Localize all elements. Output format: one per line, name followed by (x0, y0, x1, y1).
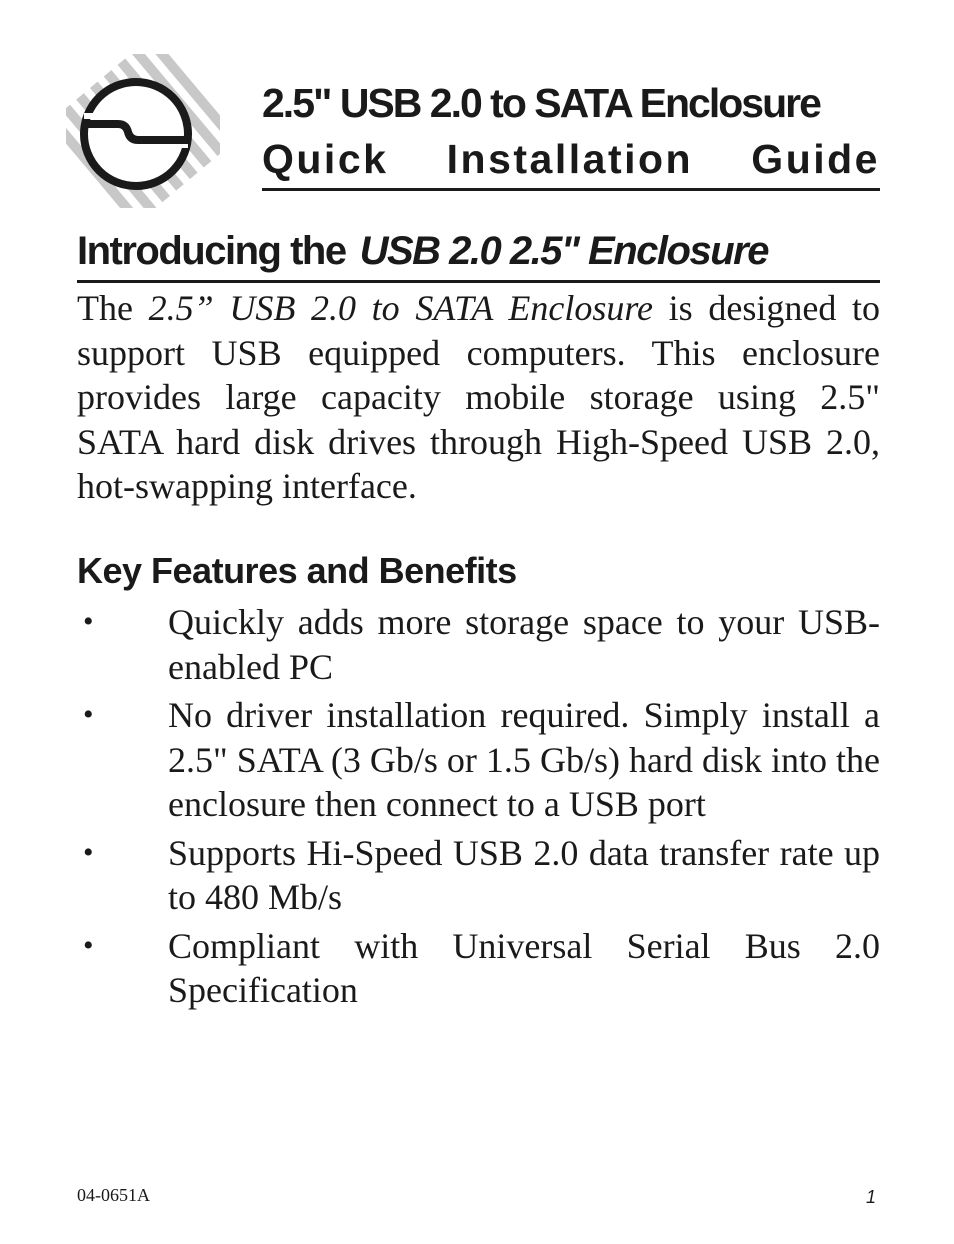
document-title: 2.5" USB 2.0 to SATA Enclosure (262, 80, 820, 126)
intro-divider (77, 280, 880, 283)
feature-text: No driver installation required. Simply install a 2.5" SATA (3 Gb/s or 1.5 Gb/s) hard disk into the enclosure then connect to a USB port (168, 695, 880, 824)
bullet-icon: • (83, 605, 94, 638)
features-heading: Key Features and Benefits (77, 550, 517, 591)
bullet-icon: • (83, 698, 94, 731)
list-item (77, 831, 880, 920)
list-item (77, 600, 880, 689)
intro-heading-prefix: Introducing the (77, 229, 346, 273)
intro-para-rest: is designed to support USB equipped computers. This enclosure provides large capacity mobile storage using 2.5" SATA hard disk drives through High-Speed USB 2.0, hot-swapping interface. (77, 288, 880, 506)
intro-paragraph (77, 286, 880, 509)
feature-text: Compliant with Universal Serial Bus 2.0 Specification (168, 925, 880, 1010)
intro-heading (77, 226, 880, 276)
header-divider (262, 188, 880, 191)
bullet-icon: • (83, 928, 94, 962)
features-list (77, 600, 880, 1017)
list-item (77, 924, 880, 1013)
feature-text: Quickly adds more storage space to your USB-enabled PC (168, 602, 880, 687)
list-item (77, 693, 880, 827)
feature-text: Supports Hi-Speed USB 2.0 data transfer rate up to 480 Mb/s (168, 832, 880, 917)
siig-logo-icon (66, 54, 220, 208)
intro-para-start: The (77, 288, 149, 328)
document-number: 04-0651A (77, 1185, 150, 1205)
document-subtitle: Quick Installation Guide (262, 136, 880, 182)
bullet-icon: • (83, 835, 94, 869)
page-number: 1 (866, 1187, 877, 1207)
intro-heading-product: USB 2.0 2.5" Enclosure (359, 229, 768, 273)
intro-para-product: 2.5” USB 2.0 to SATA Enclosure (148, 288, 653, 328)
